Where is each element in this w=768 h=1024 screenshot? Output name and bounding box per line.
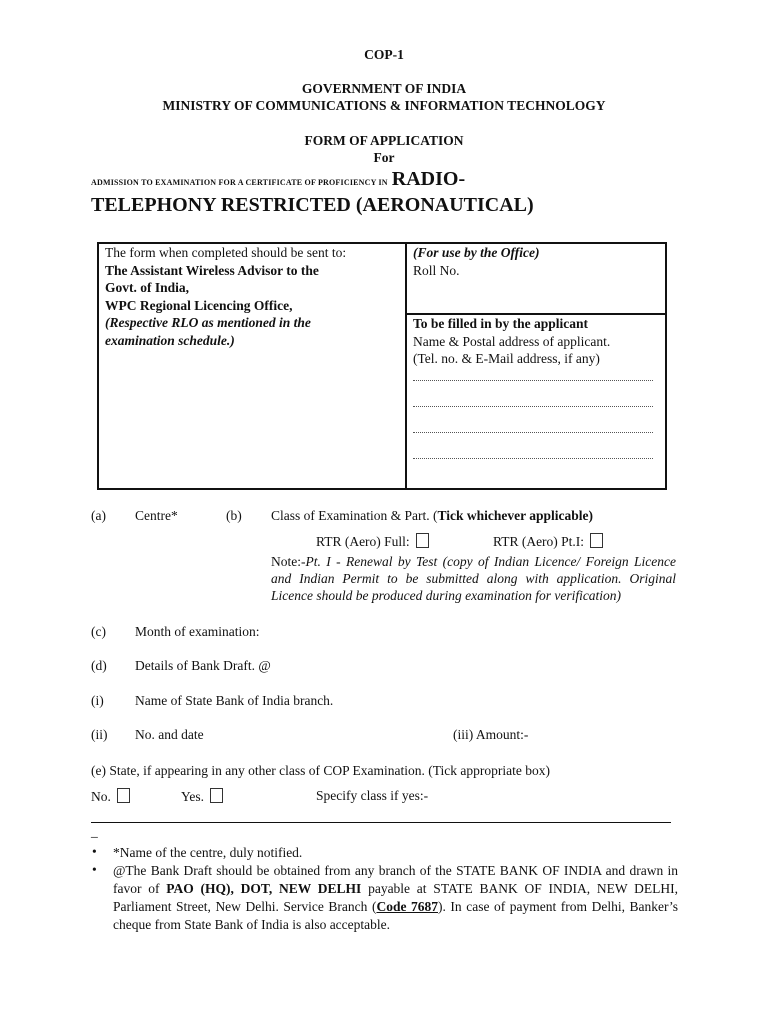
send-to-block [105,244,400,349]
renewal-note [271,553,676,604]
item-i-marker: (i) [91,693,104,708]
centre-footnote: *Name of the centre, duly notified. [113,845,303,860]
rtr-pt1-label: RTR (Aero) Pt.I: [493,534,585,549]
rtr-pt1-checkbox[interactable] [590,533,603,548]
yes-label: Yes. [181,789,205,804]
form-code: COP-1 [364,47,404,62]
item-b-marker: (b) [226,508,242,523]
tick-instruction: Tick whichever applicable [437,508,589,523]
draft-text-b: payable at STATE BANK OF INDIA, NEW DELHI, Parliament Street, New Delhi. Service Branch ( [113,881,679,914]
yes-option[interactable] [181,788,223,805]
note-prefix: Note:- [271,554,306,569]
rlo-line2: examination schedule.) [105,332,235,348]
sent-to-label: The form when completed should be sent to: [105,245,347,260]
sbi-branch-field[interactable]: Name of State Bank of India branch. [135,693,334,708]
no-label: No. [91,789,111,804]
assistant-line1: The Assistant Wireless Advisor to the [105,262,319,278]
item-a-marker: (a) [91,508,106,523]
applicant-address-label: Name & Postal address of applicant. [413,333,611,349]
office-use-block [413,244,663,279]
rtr-full-checkbox[interactable] [416,533,429,548]
form-for: For [373,150,395,165]
no-checkbox[interactable] [117,788,130,803]
office-use-label: (For use by the Office) [413,245,540,260]
wpc-office: WPC Regional Licencing Office, [105,297,293,313]
rtr-full-label: RTR (Aero) Full: [316,534,410,549]
class-exam-close: ) [588,508,593,523]
rtr-full-option[interactable] [316,533,429,550]
item-c-marker: (c) [91,624,106,639]
no-option[interactable] [91,788,130,805]
address-line-2[interactable] [413,406,653,407]
amount-field[interactable]: (iii) Amount:- [453,727,529,742]
ministry-heading: MINISTRY OF COMMUNICATIONS & INFORMATION TECHNOLOGY [162,98,606,113]
class-of-exam [271,508,593,524]
applicant-block [413,315,663,368]
applicant-contact-label: (Tel. no. & E-Mail address, if any) [413,351,600,366]
draft-payee: PAO (HQ), DOT, NEW DELHI [166,881,362,896]
centre-field[interactable]: Centre* [135,508,178,523]
item-d-marker: (d) [91,658,107,673]
separator-underscore: _ [91,824,98,839]
table-divider-vertical [405,242,407,490]
rlo-line1: (Respective RLO as mentioned in the [105,315,311,330]
applicant-heading: To be filled in by the applicant [413,316,589,331]
radio-text: RADIO- [391,168,466,190]
roll-no-field[interactable]: Roll No. [413,262,460,278]
address-line-4[interactable] [413,458,653,459]
form-title: FORM OF APPLICATION [304,133,464,148]
item-ii-marker: (ii) [91,727,108,742]
address-line-1[interactable] [413,380,653,381]
draft-code: Code 7687 [376,899,438,914]
month-of-exam-field[interactable]: Month of examination: [135,624,260,639]
specify-class-field[interactable]: Specify class if yes:- [316,788,429,803]
assistant-line2: Govt. of India, [105,280,190,295]
address-line-3[interactable] [413,432,653,433]
bullet-2: • [92,862,97,877]
bank-draft-footnote [113,862,678,934]
exam-title-line2: TELEPHONY RESTRICTED (AERONAUTICAL) [91,194,534,216]
yes-checkbox[interactable] [210,788,223,803]
draft-text-c: ). In case of payment from Delhi, Banker’s cheque from State Bank of India is also acceptable. [113,899,678,932]
rtr-pt1-option[interactable] [493,533,603,550]
bullet-1: • [92,844,97,859]
class-exam-label: Class of Examination & Part. ( [271,508,438,523]
bank-draft-label: Details of Bank Draft. @ [135,658,271,673]
no-and-date-field[interactable]: No. and date [135,727,204,742]
government-heading: GOVERNMENT OF INDIA [301,81,467,96]
note-body: Pt. I - Renewal by Test (copy of Indian Licence/ Foreign Licence and Indian Permit to be submitted along with application. Original Licence should be produced during examination for verification) [271,554,676,603]
other-class-question: (e) State, if appearing in any other class of COP Examination. (Tick appropriate box) [91,763,551,778]
footnote-separator [91,822,671,823]
exam-title-line1 [91,168,465,191]
admission-text: ADMISSION TO EXAMINATION FOR A CERTIFICATE OF PROFICIENCY IN [91,178,388,187]
draft-text-a: @The Bank Draft should be obtained from any branch of the STATE BANK OF INDIA and drawn in favor of [113,863,678,896]
